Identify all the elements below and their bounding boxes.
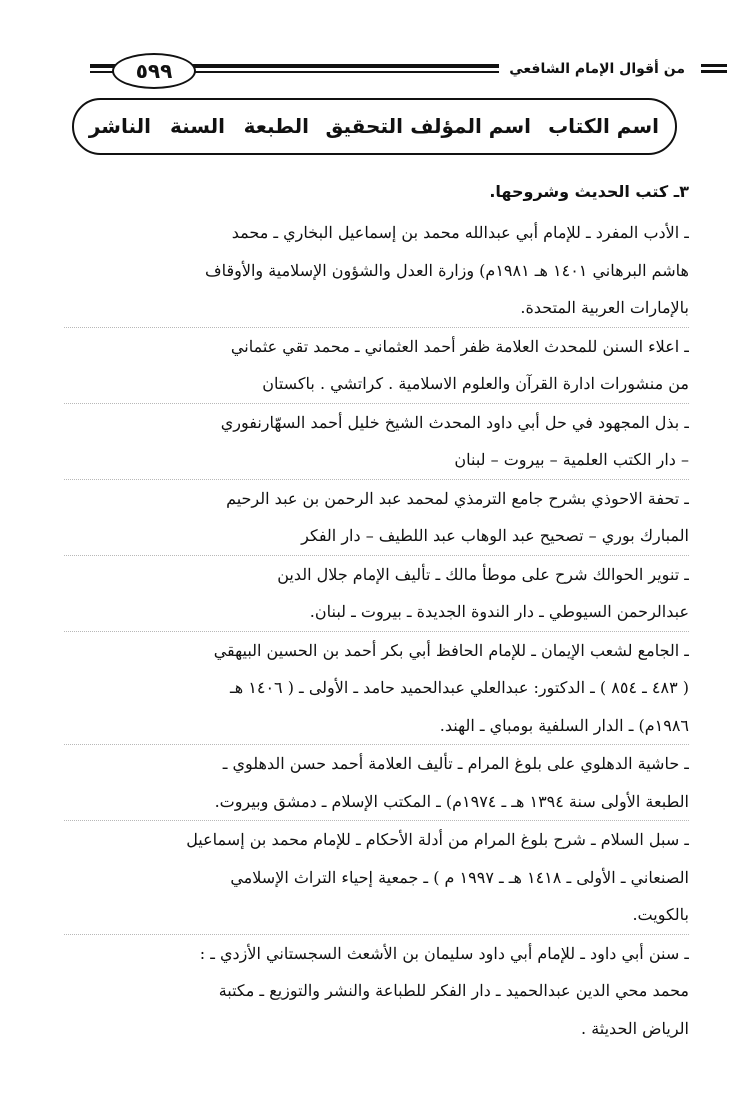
entry-line: ـ تنوير الحوالك شرح على موطأ مالك ـ تأليف الإمام جلال الدين	[277, 564, 689, 584]
section-heading: ٣ـ كتب الحديث وشروحها.	[489, 182, 689, 201]
list-item	[64, 632, 689, 746]
entry-line: ـ بذل المجهود في حل أبي داود المحدث الشيخ خليل أحمد السهّارنفوري	[220, 412, 689, 432]
entry-line: الصنعاني ـ الأولى ـ ١٤١٨ هـ ـ ١٩٩٧ م ) ـ جمعية إحياء التراث الإسلامي	[230, 867, 689, 887]
entry-line: بالكويت.	[632, 905, 689, 924]
header-bullet-mark	[701, 64, 727, 76]
entry-line: ( ٤٨٣ ـ ٨٥٤ ) ـ الدكتور: عبدالعلي عبدالحميد حامد ـ الأولى ـ ( ١٤٠٦ هـ	[230, 678, 689, 697]
entry-line: ـ حاشية الدهلوي على بلوغ المرام ـ تأليف العلامة أحمد حسن الدهلوي ـ	[222, 754, 689, 773]
column-label-verification: التحقيق	[325, 114, 403, 138]
list-item	[64, 404, 689, 480]
list-item	[64, 328, 689, 404]
entry-line: محمد محي الدين عبدالحميد ـ دار الفكر للطباعة والنشر والتوزيع ـ مكتبة	[218, 981, 689, 1000]
entry-line: ـ سبل السلام ـ شرح بلوغ المرام من أدلة الأحكام ـ للإمام محمد بن إسماعيل	[186, 830, 689, 849]
entry-line: من منشورات ادارة القرآن والعلوم الاسلامية . كراتشي . باكستان	[262, 374, 689, 393]
running-title	[499, 56, 695, 82]
column-label-edition: الطبعة	[243, 114, 309, 138]
bibliography-list	[64, 214, 689, 1047]
running-title-text: من أقوال الإمام الشافعي	[509, 61, 685, 77]
list-item	[64, 214, 689, 328]
entry-line: بالإمارات العربية المتحدة.	[520, 298, 689, 317]
entry-line: ـ اعلاء السنن للمحدث العلامة ظفر أحمد العثماني ـ محمد تقي عثماني	[230, 336, 689, 356]
list-item	[64, 935, 689, 1048]
entry-line: ـ سنن أبي داود ـ للإمام أبي داود سليمان بن الأشعث السجستاني الأزدي ـ :	[199, 943, 689, 963]
entry-line: – دار الكتب العلمية – بيروت – لبنان	[454, 450, 689, 469]
list-item	[64, 745, 689, 821]
entry-line: الطبعة الأولى سنة ١٣٩٤ هـ ـ ١٩٧٤م) ـ المكتب الإسلام ـ دمشق وبيروت.	[214, 791, 689, 811]
column-label-publisher: الناشر	[88, 114, 151, 138]
list-item	[64, 821, 689, 935]
entry-line: هاشم البرهاني ١٤٠١ هـ ١٩٨١م) وزارة العدل والشؤون الإسلامية والأوقاف	[204, 260, 689, 280]
entry-line: ١٩٨٦م) ـ الدار السلفية بومباي ـ الهند.	[439, 715, 689, 735]
entry-line: عبدالرحمن السيوطي ـ دار الندوة الجديدة ـ بيروت ـ لبنان.	[309, 602, 689, 621]
page-number: ٥٩٩	[112, 53, 196, 89]
column-label-book-title: اسم الكتاب	[548, 114, 659, 138]
entry-line: الرياض الحديثة .	[581, 1018, 689, 1038]
entry-line: ـ الجامع لشعب الإيمان ـ للإمام الحافظ أبي بكر أحمد بن الحسين البيهقي	[213, 640, 689, 660]
entry-line: ـ تحفة الاحوذي بشرح جامع الترمذي لمحمد عبد الرحمن بن عبد الرحيم	[226, 488, 689, 508]
column-header-box	[72, 98, 677, 155]
list-item	[64, 556, 689, 632]
entry-line: المبارك بوري – تصحيح عبد الوهاب عبد اللطيف – دار الفكر	[301, 526, 689, 545]
entry-line: ـ الأدب المفرد ـ للإمام أبي عبدالله محمد بن إسماعيل البخاري ـ محمد	[231, 223, 689, 242]
list-item	[64, 480, 689, 556]
column-label-year: السنة	[169, 114, 225, 138]
column-label-author: اسم المؤلف	[410, 114, 531, 138]
